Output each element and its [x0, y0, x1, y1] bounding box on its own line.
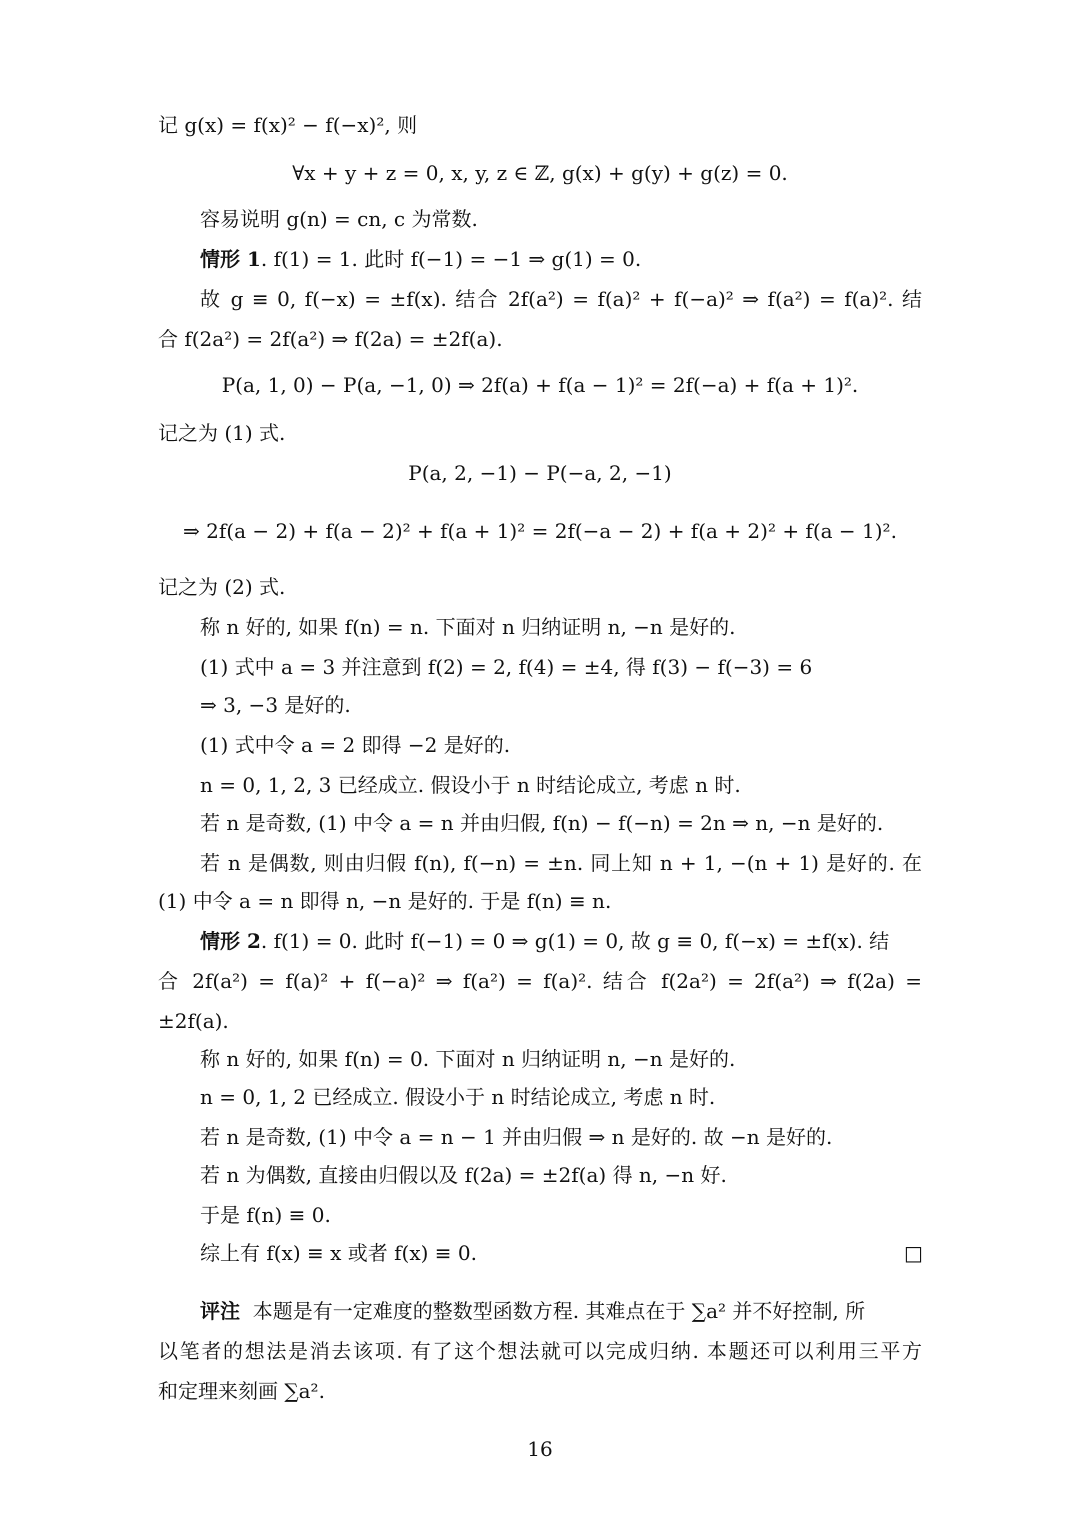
remark-text: 本题是有一定难度的整数型函数方程. 其难点在于 ∑a² 并不好控制, 所	[252, 1299, 866, 1323]
text-line: (1) 式中 a = 3 并注意到 f(2) = 2, f(4) = ±4, 得 f(3) − f(−3) = 6	[200, 655, 813, 679]
text-line: (1) 式中令 a = 2 即得 −2 是好的.	[200, 733, 511, 757]
page-number: 16	[527, 1437, 553, 1461]
text-line: 综上有 f(x) ≡ x 或者 f(x) ≡ 0.	[200, 1241, 477, 1265]
text-line: 称 n 好的, 如果 f(n) = 0. 下面对 n 归纳证明 n, −n 是好的.	[200, 1047, 736, 1071]
text-line: 若 n 为偶数, 直接由归假以及 f(2a) = ±2f(a) 得 n, −n 好.	[200, 1163, 727, 1187]
text-line: 容易说明 g(n) = cn, c 为常数.	[200, 207, 478, 231]
display-equation: P(a, 2, −1) − P(−a, 2, −1)	[408, 461, 672, 485]
text-line: 记之为 (1) 式.	[158, 421, 286, 445]
text-line	[200, 928, 922, 954]
case-label: 情形 2	[200, 929, 261, 953]
remark-line	[200, 1298, 922, 1324]
display-equation: ∀x + y + z = 0, x, y, z ∈ ℤ, g(x) + g(y) + g(z) = 0.	[292, 161, 788, 185]
remark-line: 以笔者的想法是消去该项. 有了这个想法就可以完成归纳. 本题还可以利用三平方	[158, 1339, 922, 1363]
text-line: n = 0, 1, 2 已经成立. 假设小于 n 时结论成立, 考虑 n 时.	[200, 1085, 716, 1109]
text-line: 记之为 (2) 式.	[158, 575, 286, 599]
text-line: 于是 f(n) ≡ 0.	[200, 1203, 331, 1227]
remark-label: 评注	[200, 1299, 240, 1323]
text-line: 若 n 是偶数, 则由归假 f(n), f(−n) = ±n. 同上知 n + 1, −(n + 1) 是好的. 在	[200, 851, 922, 875]
text-line: 若 n 是奇数, (1) 中令 a = n 并由归假, f(n) − f(−n) = 2n ⇒ n, −n 是好的.	[200, 811, 884, 835]
text-line: n = 0, 1, 2, 3 已经成立. 假设小于 n 时结论成立, 考虑 n 时.	[200, 773, 741, 797]
case-text: . f(1) = 0. 此时 f(−1) = 0 ⇒ g(1) = 0, 故 g ≡ 0, f(−x) = ±f(x). 结	[260, 929, 890, 953]
display-equation: ⇒ 2f(a − 2) + f(a − 2)² + f(a + 1)² = 2f(−a − 2) + f(a + 2)² + f(a − 1)².	[183, 519, 897, 543]
text-line: 故 g ≡ 0, f(−x) = ±f(x). 结合 2f(a²) = f(a)² + f(−a)² ⇒ f(a²) = f(a)². 结	[200, 287, 922, 311]
text-line: (1) 中令 a = n 即得 n, −n 是好的. 于是 f(n) ≡ n.	[158, 889, 612, 913]
text-line: ±2f(a).	[158, 1009, 229, 1033]
text-line	[200, 246, 641, 272]
case-text: . f(1) = 1. 此时 f(−1) = −1 ⇒ g(1) = 0.	[260, 247, 642, 271]
text-line: ⇒ 3, −3 是好的.	[200, 693, 351, 717]
remark-line: 和定理来刻画 ∑a².	[158, 1379, 325, 1403]
qed-symbol: □	[904, 1241, 923, 1265]
text-line: 合 2f(a²) = f(a)² + f(−a)² ⇒ f(a²) = f(a)². 结合 f(2a²) = 2f(a²) ⇒ f(2a) =	[158, 969, 922, 993]
display-equation: P(a, 1, 0) − P(a, −1, 0) ⇒ 2f(a) + f(a − 1)² = 2f(−a) + f(a + 1)².	[221, 373, 859, 397]
text-line: 若 n 是奇数, (1) 中令 a = n − 1 并由归假 ⇒ n 是好的. 故 −n 是好的.	[200, 1125, 833, 1149]
text-line: 记 g(x) = f(x)² − f(−x)², 则	[158, 113, 418, 137]
case-label: 情形 1	[200, 247, 261, 271]
text-line: 称 n 好的, 如果 f(n) = n. 下面对 n 归纳证明 n, −n 是好的.	[200, 615, 736, 639]
text-line: 合 f(2a²) = 2f(a²) ⇒ f(2a) = ±2f(a).	[158, 327, 503, 351]
